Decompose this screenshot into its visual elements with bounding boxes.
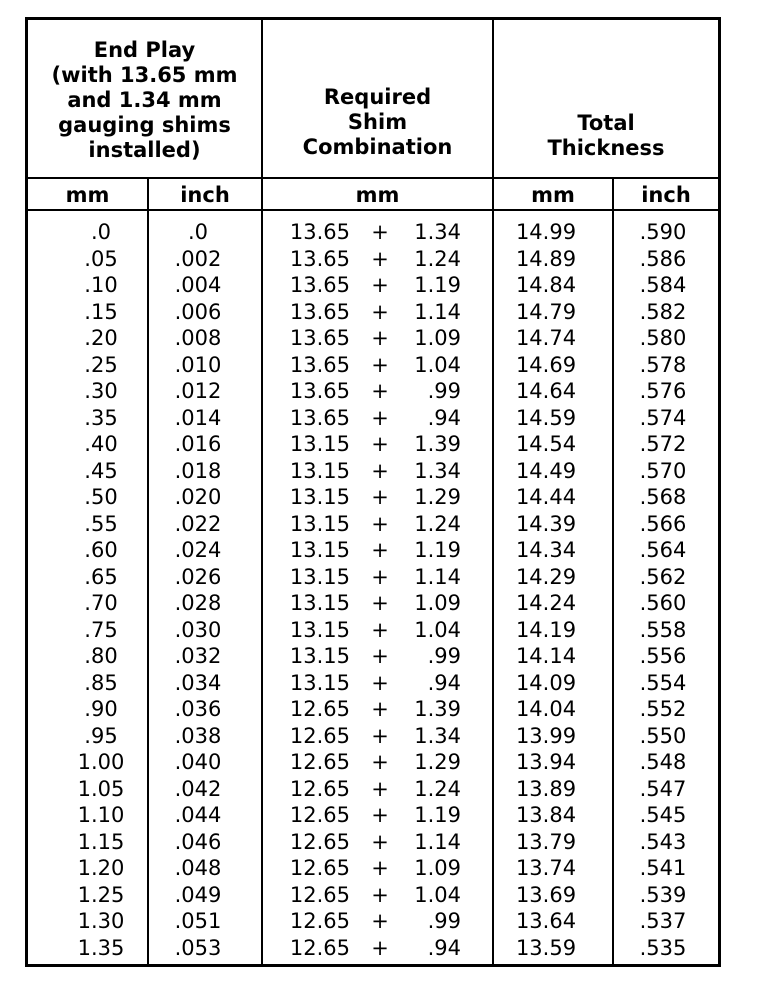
table-row xyxy=(28,405,718,432)
table-row xyxy=(28,299,718,326)
end-play-inch: .038 xyxy=(174,723,222,748)
total-mm: 14.54 xyxy=(515,432,577,456)
end-play-mm: .35 xyxy=(84,405,118,430)
plus-sign: + xyxy=(371,829,389,854)
shim-base: 13.15 xyxy=(289,564,350,589)
total-mm: 14.74 xyxy=(515,326,577,350)
end-play-mm: 1.05 xyxy=(77,776,125,801)
end-play-mm: .30 xyxy=(84,379,118,403)
shim-add: .94 xyxy=(427,670,461,695)
shim-base: 13.15 xyxy=(289,670,350,695)
total-mm: 13.59 xyxy=(515,935,577,960)
plus-sign: + xyxy=(371,909,389,933)
total-mm: 14.59 xyxy=(515,405,577,430)
divider xyxy=(28,209,718,211)
plus-sign: + xyxy=(371,776,389,801)
shim-base: 13.65 xyxy=(289,405,350,430)
end-play-inch: .034 xyxy=(174,670,222,695)
plus-sign: + xyxy=(371,273,389,297)
end-play-mm: 1.30 xyxy=(77,909,125,933)
total-inch-unit: inch xyxy=(641,183,691,207)
shim-add: 1.29 xyxy=(414,485,461,509)
end-play-inch: .051 xyxy=(174,909,222,933)
required-shim-header: Required Shim Combination xyxy=(302,84,453,159)
table-row xyxy=(28,352,718,379)
shim-base: 12.65 xyxy=(289,697,350,721)
shim-base: 13.15 xyxy=(289,485,350,509)
shim-add: 1.09 xyxy=(414,326,461,350)
end-play-mm: .75 xyxy=(84,617,118,642)
total-mm: 14.79 xyxy=(515,299,577,324)
end-play-inch: .042 xyxy=(174,776,222,801)
end-play-inch: .012 xyxy=(174,379,222,403)
shim-add: 1.14 xyxy=(414,299,461,324)
shim-base: 12.65 xyxy=(289,829,350,854)
table-row xyxy=(28,325,718,352)
plus-sign: + xyxy=(371,485,389,509)
plus-sign: + xyxy=(371,723,389,748)
end-play-mm: .10 xyxy=(84,273,118,297)
shim-base: 13.15 xyxy=(289,538,350,562)
end-play-inch: .014 xyxy=(174,405,222,430)
end-play-inch: .049 xyxy=(174,882,222,907)
end-play-header: End Play (with 13.65 mm and 1.34 mm gauging shims installed) xyxy=(51,37,238,162)
total-mm: 14.44 xyxy=(515,485,577,509)
total-inch: .550 xyxy=(639,723,687,748)
end-play-mm: .65 xyxy=(84,564,118,589)
total-inch: .545 xyxy=(639,803,687,827)
end-play-inch: .032 xyxy=(174,644,222,668)
shim-base: 13.15 xyxy=(289,644,350,668)
table-row xyxy=(28,458,718,485)
plus-sign: + xyxy=(371,935,389,960)
total-inch: .562 xyxy=(639,564,687,589)
table-row xyxy=(28,802,718,829)
end-play-inch: .036 xyxy=(174,697,222,721)
shim-add: 1.14 xyxy=(414,564,461,589)
total-inch: .566 xyxy=(639,511,687,536)
plus-sign: + xyxy=(371,803,389,827)
table-row xyxy=(28,829,718,856)
shim-base: 12.65 xyxy=(289,882,350,907)
total-inch: .548 xyxy=(639,750,687,774)
plus-sign: + xyxy=(371,644,389,668)
end-play-mm: .70 xyxy=(84,591,118,615)
total-mm: 13.94 xyxy=(515,750,577,774)
total-mm-unit: mm xyxy=(531,183,575,207)
plus-sign: + xyxy=(371,538,389,562)
end-play-inch: .0 xyxy=(187,220,209,244)
plus-sign: + xyxy=(371,299,389,324)
end-play-inch: .046 xyxy=(174,829,222,854)
end-play-mm: .25 xyxy=(84,352,118,377)
end-play-inch: .006 xyxy=(174,299,222,324)
total-mm: 14.19 xyxy=(515,617,577,642)
end-play-inch: .026 xyxy=(174,564,222,589)
total-inch: .556 xyxy=(639,644,687,668)
end-play-inch: .053 xyxy=(174,935,222,960)
end-play-mm: .20 xyxy=(84,326,118,350)
end-play-mm: .0 xyxy=(90,220,112,244)
plus-sign: + xyxy=(371,750,389,774)
shim-add: 1.39 xyxy=(414,432,461,456)
shim-add: 1.14 xyxy=(414,829,461,854)
total-mm: 14.24 xyxy=(515,591,577,615)
plus-sign: + xyxy=(371,458,389,483)
plus-sign: + xyxy=(371,882,389,907)
table-row xyxy=(28,219,718,246)
plus-sign: + xyxy=(371,697,389,721)
plus-sign: + xyxy=(371,246,389,271)
plus-sign: + xyxy=(371,591,389,615)
table-row xyxy=(28,670,718,697)
total-inch: .541 xyxy=(639,856,687,880)
shim-base: 13.65 xyxy=(289,352,350,377)
end-play-mm: 1.10 xyxy=(77,803,125,827)
plus-sign: + xyxy=(371,432,389,456)
table-row xyxy=(28,749,718,776)
shim-add: 1.34 xyxy=(414,458,461,483)
total-inch: .554 xyxy=(639,670,687,695)
table-row xyxy=(28,537,718,564)
table-row xyxy=(28,272,718,299)
table-row xyxy=(28,935,718,962)
total-mm: 14.84 xyxy=(515,273,577,297)
end-play-inch: .040 xyxy=(174,750,222,774)
shim-table xyxy=(25,17,721,967)
end-mm-unit: mm xyxy=(65,183,110,207)
table-row xyxy=(28,564,718,591)
shim-base: 13.15 xyxy=(289,432,350,456)
shim-base: 13.65 xyxy=(289,326,350,350)
shim-add: 1.19 xyxy=(414,803,461,827)
shim-base: 13.65 xyxy=(289,246,350,271)
plus-sign: + xyxy=(371,511,389,536)
total-mm: 14.14 xyxy=(515,644,577,668)
total-mm: 14.49 xyxy=(515,458,577,483)
shim-base: 13.15 xyxy=(289,511,350,536)
end-play-mm: .60 xyxy=(84,538,118,562)
plus-sign: + xyxy=(371,617,389,642)
total-inch: .582 xyxy=(639,299,687,324)
shim-base: 12.65 xyxy=(289,723,350,748)
total-mm: 13.74 xyxy=(515,856,577,880)
total-mm: 14.64 xyxy=(515,379,577,403)
total-mm: 14.99 xyxy=(515,220,577,244)
table-row xyxy=(28,696,718,723)
shim-base: 13.65 xyxy=(289,273,350,297)
end-play-inch: .048 xyxy=(174,856,222,880)
end-play-inch: .022 xyxy=(174,511,222,536)
end-play-mm: .45 xyxy=(84,458,118,483)
total-inch: .572 xyxy=(639,432,687,456)
end-play-inch: .008 xyxy=(174,326,222,350)
total-inch: .539 xyxy=(639,882,687,907)
shim-base: 12.65 xyxy=(289,776,350,801)
total-inch: .552 xyxy=(639,697,687,721)
plus-sign: + xyxy=(371,405,389,430)
plus-sign: + xyxy=(371,326,389,350)
end-play-mm: .40 xyxy=(84,432,118,456)
total-inch: .576 xyxy=(639,379,687,403)
total-inch: .535 xyxy=(639,935,687,960)
total-mm: 14.29 xyxy=(515,564,577,589)
end-play-mm: 1.20 xyxy=(77,856,125,880)
plus-sign: + xyxy=(371,379,389,403)
total-inch: .578 xyxy=(639,352,687,377)
end-play-inch: .010 xyxy=(174,352,222,377)
total-inch: .558 xyxy=(639,617,687,642)
shim-add: 1.24 xyxy=(414,776,461,801)
shim-add: .99 xyxy=(427,379,461,403)
total-mm: 14.04 xyxy=(515,697,577,721)
end-play-mm: .55 xyxy=(84,511,118,536)
total-mm: 13.64 xyxy=(515,909,577,933)
total-inch: .570 xyxy=(639,458,687,483)
table-row xyxy=(28,776,718,803)
total-mm: 13.79 xyxy=(515,829,577,854)
total-inch: .543 xyxy=(639,829,687,854)
shim-base: 12.65 xyxy=(289,909,350,933)
end-play-inch: .018 xyxy=(174,458,222,483)
shim-add: 1.34 xyxy=(414,723,461,748)
shim-add: 1.39 xyxy=(414,697,461,721)
divider xyxy=(28,177,718,179)
shim-base: 13.15 xyxy=(289,617,350,642)
shim-base: 13.15 xyxy=(289,591,350,615)
table-row xyxy=(28,882,718,909)
plus-sign: + xyxy=(371,564,389,589)
shim-add: 1.29 xyxy=(414,750,461,774)
table-body xyxy=(28,219,718,961)
shim-add: 1.09 xyxy=(414,856,461,880)
shim-add: 1.19 xyxy=(414,538,461,562)
shim-add: .94 xyxy=(427,405,461,430)
total-inch: .584 xyxy=(639,273,687,297)
end-play-inch: .030 xyxy=(174,617,222,642)
end-play-mm: .15 xyxy=(84,299,118,324)
total-inch: .574 xyxy=(639,405,687,430)
shim-add: .94 xyxy=(427,935,461,960)
end-play-inch: .028 xyxy=(174,591,222,615)
total-inch: .568 xyxy=(639,485,687,509)
plus-sign: + xyxy=(371,220,389,244)
shim-base: 13.65 xyxy=(289,379,350,403)
table-row xyxy=(28,378,718,405)
end-play-inch: .004 xyxy=(174,273,222,297)
table-row xyxy=(28,723,718,750)
shim-add: 1.24 xyxy=(414,246,461,271)
plus-sign: + xyxy=(371,856,389,880)
end-play-mm: .80 xyxy=(84,644,118,668)
total-inch: .590 xyxy=(639,220,687,244)
total-inch: .580 xyxy=(639,326,687,350)
total-inch: .537 xyxy=(639,909,687,933)
shim-add: .99 xyxy=(427,909,461,933)
shim-add: 1.04 xyxy=(414,882,461,907)
end-play-inch: .024 xyxy=(174,538,222,562)
table-row xyxy=(28,246,718,273)
table-row xyxy=(28,590,718,617)
end-play-inch: .044 xyxy=(174,803,222,827)
shim-add: .99 xyxy=(427,644,461,668)
shim-base: 12.65 xyxy=(289,803,350,827)
table-row xyxy=(28,643,718,670)
total-inch: .560 xyxy=(639,591,687,615)
shim-add: 1.19 xyxy=(414,273,461,297)
plus-sign: + xyxy=(371,670,389,695)
total-inch: .547 xyxy=(639,776,687,801)
total-mm: 13.99 xyxy=(515,723,577,748)
table-row xyxy=(28,908,718,935)
end-play-inch: .020 xyxy=(174,485,222,509)
shim-mm-unit: mm xyxy=(355,183,400,207)
end-play-inch: .016 xyxy=(174,432,222,456)
total-mm: 14.39 xyxy=(515,511,577,536)
total-mm: 13.69 xyxy=(515,882,577,907)
table-row xyxy=(28,617,718,644)
end-play-mm: 1.35 xyxy=(77,935,125,960)
total-inch: .564 xyxy=(639,538,687,562)
end-play-mm: .95 xyxy=(84,723,118,748)
table-row xyxy=(28,511,718,538)
table-row xyxy=(28,431,718,458)
end-play-mm: .85 xyxy=(84,670,118,695)
total-mm: 14.09 xyxy=(515,670,577,695)
shim-add: 1.04 xyxy=(414,352,461,377)
end-play-mm: 1.00 xyxy=(77,750,125,774)
shim-add: 1.09 xyxy=(414,591,461,615)
end-play-mm: .05 xyxy=(84,246,118,271)
total-mm: 14.69 xyxy=(515,352,577,377)
shim-base: 12.65 xyxy=(289,750,350,774)
end-play-mm: .90 xyxy=(84,697,118,721)
shim-base: 13.65 xyxy=(289,220,350,244)
total-mm: 14.34 xyxy=(515,538,577,562)
total-thickness-header: Total Thickness xyxy=(547,111,665,160)
total-inch: .586 xyxy=(639,246,687,271)
shim-base: 13.15 xyxy=(289,458,350,483)
shim-add: 1.24 xyxy=(414,511,461,536)
total-mm: 13.89 xyxy=(515,776,577,801)
end-play-mm: 1.15 xyxy=(77,829,125,854)
shim-add: 1.04 xyxy=(414,617,461,642)
end-play-inch: .002 xyxy=(174,246,222,271)
shim-base: 13.65 xyxy=(289,299,350,324)
plus-sign: + xyxy=(371,352,389,377)
table-row xyxy=(28,484,718,511)
end-inch-unit: inch xyxy=(180,183,230,207)
total-mm: 13.84 xyxy=(515,803,577,827)
shim-add: 1.34 xyxy=(414,220,461,244)
end-play-mm: 1.25 xyxy=(77,882,125,907)
total-mm: 14.89 xyxy=(515,246,577,271)
shim-base: 12.65 xyxy=(289,856,350,880)
table-row xyxy=(28,855,718,882)
shim-base: 12.65 xyxy=(289,935,350,960)
end-play-mm: .50 xyxy=(84,485,118,509)
